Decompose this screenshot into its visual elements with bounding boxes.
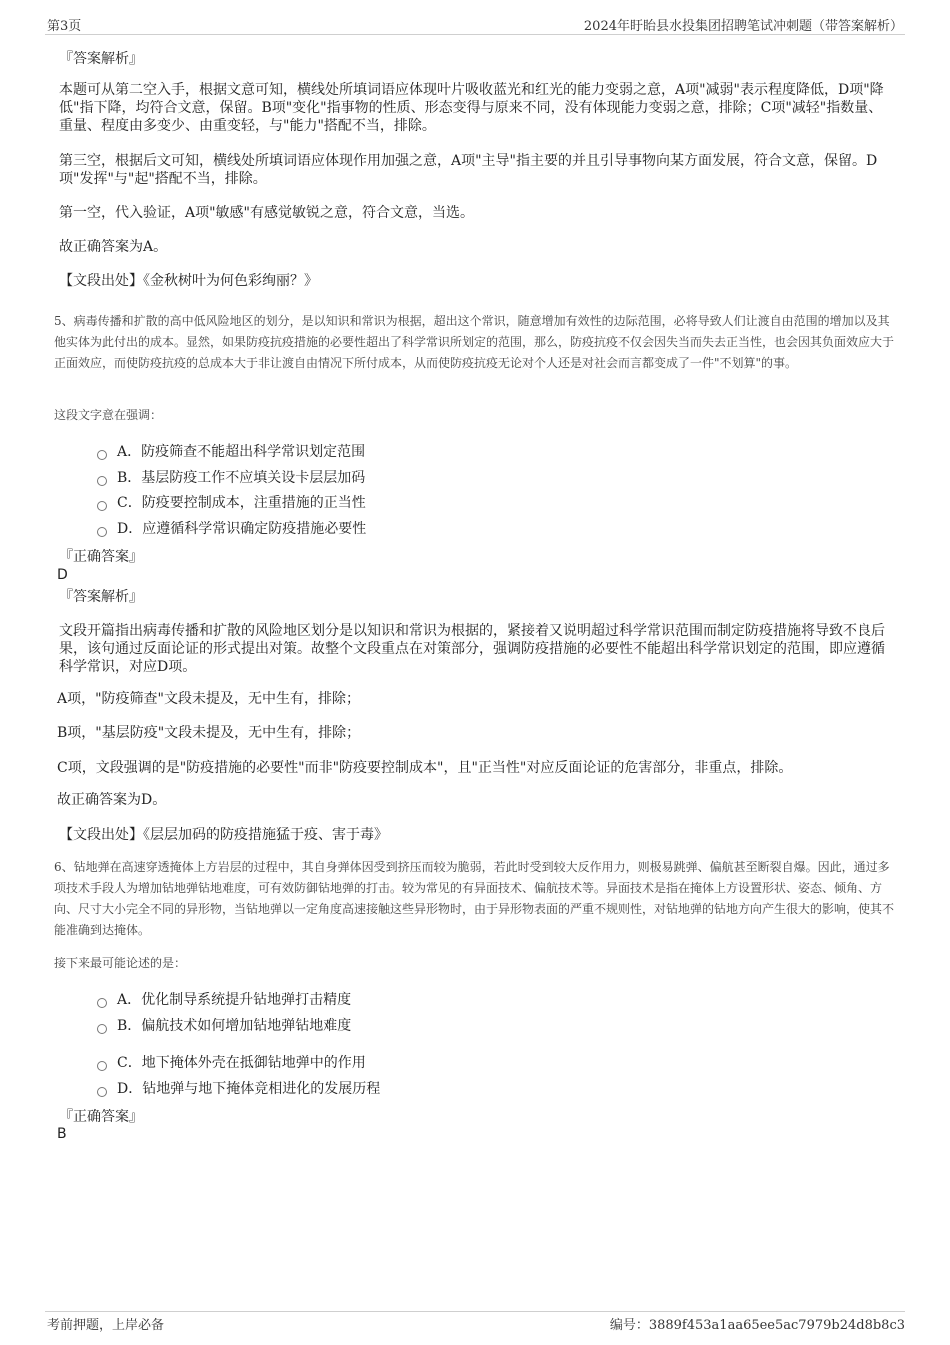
question-text: 5、病毒传播和扩散的高中低风险地区的划分，是以知识和常识为根据，超出这个常识，随意增加有效性的边际范围，必将导致人们让渡自由范围的增加以及其他实体为此付出的成本。显然，如果防疫抗疫措施的必要性超出了科学常识所划定的范围，那么，防疫抗疫不仅会因失当而失去正当性，也会因其负面效应大于正面效应，而使防疫抗疫的总成本大于非让渡自由情况下所付成本，从而使防疫抗疫无论对个人还是对社会而言都变成了一件"不划算"的事。 <box>54 314 895 370</box>
analysis-label: 『答案解析』 <box>59 51 143 67</box>
radio-icon[interactable] <box>97 501 107 511</box>
option-b[interactable] <box>97 469 365 487</box>
option-label: C．防疫要控制成本，注重措施的正当性 <box>117 495 366 511</box>
option-d[interactable] <box>97 520 366 538</box>
question-prompt: 这段文字意在强调： <box>54 408 163 422</box>
option-label: A．防疫筛查不能超出科学常识划定范围 <box>117 444 366 460</box>
option-a[interactable] <box>97 991 351 1009</box>
radio-icon[interactable] <box>97 998 107 1008</box>
analysis-paragraph: 第三空，根据后文可知，横线处所填词语应体现作用加强之意，A项"主导"指主要的并且引导事物向某方面发展，符合文意，保留。D项"发挥"与"起"搭配不当，排除。 <box>59 153 878 187</box>
option-label: D．应遵循科学常识确定防疫措施必要性 <box>117 521 367 537</box>
radio-icon[interactable] <box>97 1024 107 1034</box>
radio-icon[interactable] <box>97 527 107 537</box>
option-label: D．钻地弹与地下掩体竞相进化的发展历程 <box>117 1081 381 1097</box>
radio-icon[interactable] <box>97 476 107 486</box>
source-citation: 【文段出处】《层层加码的防疫措施猛于疫、害于毒》 <box>59 827 388 843</box>
correct-answer: D <box>57 567 68 583</box>
option-label: A．优化制导系统提升钻地弹打击精度 <box>117 992 352 1008</box>
footer-divider <box>45 1311 905 1312</box>
analysis-paragraph: 本题可从第二空入手，根据文意可知，横线处所填词语应体现叶片吸收蓝光和红光的能力变弱之意，A项"减弱"表示程度降低，D项"降低"指下降，均符合文意，保留。B项"变化"指事物的性质、形态变得与原来不同，没有体现能力变弱之意，排除；C项"减轻"指数量、重量、程度由多变少、由重变轻，与"能力"搭配不当，排除。 <box>59 82 884 134</box>
header-divider <box>45 34 905 35</box>
option-b[interactable] <box>97 1017 351 1035</box>
page-number: 第3页 <box>47 19 82 34</box>
option-d[interactable] <box>97 1080 380 1098</box>
option-c[interactable] <box>97 494 366 512</box>
option-label: B．偏航技术如何增加钻地弹钻地难度 <box>117 1018 352 1034</box>
radio-icon[interactable] <box>97 1061 107 1071</box>
option-label: C．地下掩体外壳在抵御钻地弹中的作用 <box>117 1055 366 1071</box>
option-c[interactable] <box>97 1054 366 1072</box>
question-prompt: 接下来最可能论述的是： <box>54 956 187 970</box>
option-a[interactable] <box>97 443 365 461</box>
conclusion: 故正确答案为A。 <box>59 239 168 255</box>
document-title: 2024年盱眙县水投集团招聘笔试冲刺题（带答案解析） <box>583 19 903 34</box>
analysis-paragraph: A项，"防疫筛查"文段未提及，无中生有，排除； <box>57 691 360 707</box>
radio-icon[interactable] <box>97 450 107 460</box>
question-text: 6、钻地弹在高速穿透掩体上方岩层的过程中，其自身弹体因受到挤压而较为脆弱，若此时受到较大反作用力，则极易跳弹、偏航甚至断裂自爆。因此，通过多项技术手段人为增加钻地弹钻地难度，可有效防御钻地弹的打击。较为常见的有异面技术、偏航技术等。异面技术是指在掩体上方设置形状、姿态、倾角、方向、尺寸大小完全不同的异形物，当钻地弹以一定角度高速接触这些异形物时，由于异形物表面的严重不规则性，对钻地弹的钻地方向产生很大的影响，使其不能准确到达掩体。 <box>54 860 895 937</box>
analysis-paragraph: 文段开篇指出病毒传播和扩散的风险地区划分是以知识和常识为根据的，紧接着又说明超过科学常识范围而制定防疫措施将导致不良后果，该句通过反面论证的形式提出对策。故整个文段重点在对策部分，强调防疫措施的必要性不能超出科学常识划定的范围，即应遵循科学常识，对应D项。 <box>59 623 885 675</box>
source-citation: 【文段出处】《金秋树叶为何色彩绚丽？》 <box>59 273 318 289</box>
document-id: 编号：3889f453a1aa65ee5ac7979b24d8b8c3 <box>609 1318 905 1333</box>
analysis-paragraph: B项，"基层防疫"文段未提及，无中生有，排除； <box>57 725 361 741</box>
option-label: B．基层防疫工作不应填关设卡层层加码 <box>117 470 366 486</box>
analysis-paragraph: 第一空，代入验证，A项"敏感"有感觉敏锐之意，符合文意，当选。 <box>59 205 474 221</box>
correct-answer-label: 『正确答案』 <box>59 549 143 565</box>
correct-answer: B <box>57 1126 67 1142</box>
footer-slogan: 考前押题，上岸必备 <box>47 1318 165 1333</box>
analysis-paragraph: C项，文段强调的是"防疫措施的必要性"而非"防疫要控制成本"，且"正当性"对应反面论证的危害部分，非重点，排除。 <box>57 760 793 776</box>
correct-answer-label: 『正确答案』 <box>59 1109 143 1125</box>
analysis-label: 『答案解析』 <box>59 589 143 605</box>
conclusion: 故正确答案为D。 <box>57 792 167 808</box>
radio-icon[interactable] <box>97 1087 107 1097</box>
